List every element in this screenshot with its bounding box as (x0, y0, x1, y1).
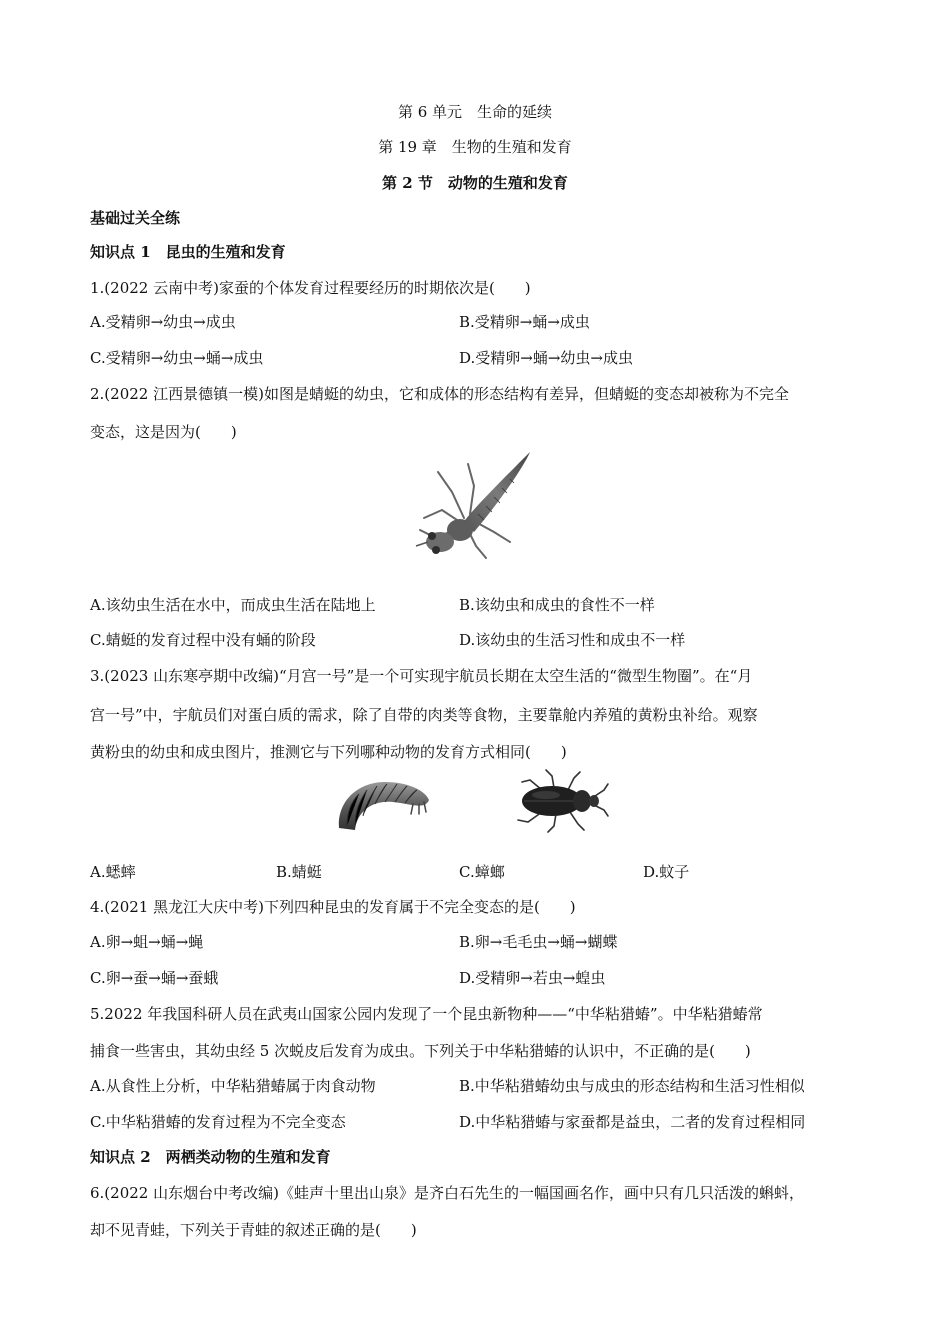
q3-option-b: B.蜻蜓 (276, 863, 322, 881)
q2-option-b: B.该幼虫和成虫的食性不一样 (459, 596, 655, 614)
unit-title: 第 6 单元 生命的延续 (397, 103, 553, 121)
q5-option-d: D.中华粘猎蝽与家蚕都是益虫，二者的发育过程相同 (459, 1113, 806, 1131)
q6-stem-line1: 6.(2022 山东烟台中考改编)《蛙声十里出山泉》是齐白石先生的一幅国画名作，画中只有几只活泼的蝌蚪， (90, 1184, 804, 1202)
q2-stem-line1: 2.(2022 江西景德镇一模)如图是蜻蜓的幼虫，它和成体的形态结构有差异，但蜻蜓的变态却被称为不完全 (90, 385, 789, 403)
knowledge-point-2: 知识点 2 两栖类动物的生殖和发育 (90, 1148, 331, 1166)
mealworm-larva-image (333, 772, 433, 834)
section-title: 第 2 节 动物的生殖和发育 (382, 174, 568, 192)
q1-option-a: A.受精卵→幼虫→成虫 (90, 313, 236, 331)
q2-option-d: D.该幼虫的生活习性和成虫不一样 (459, 631, 686, 649)
q5-option-a: A.从食性上分析，中华粘猎蝽属于肉食动物 (90, 1077, 376, 1095)
q2-option-c: C.蜻蜓的发育过程中没有蛹的阶段 (90, 631, 316, 649)
q3-option-d: D.蚊子 (643, 863, 690, 881)
q1-option-c: C.受精卵→幼虫→蛹→成虫 (90, 349, 264, 367)
q4-stem: 4.(2021 黑龙江大庆中考)下列四种昆虫的发育属于不完全变态的是( ) (90, 898, 576, 916)
q3-option-c: C.蟑螂 (459, 863, 505, 881)
q2-stem-line2: 变态，这是因为( ) (90, 423, 237, 441)
q5-option-c: C.中华粘猎蝽的发育过程为不完全变态 (90, 1113, 346, 1131)
q1-option-d: D.受精卵→蛹→幼虫→成虫 (459, 349, 633, 367)
q1-option-b: B.受精卵→蛹→成虫 (459, 313, 590, 331)
mealworm-beetle-image (512, 768, 610, 834)
q3-stem-line2: 宫一号”中，宇航员们对蛋白质的需求，除了自带的肉类等食物，主要靠舱内养殖的黄粉虫补给。观察 (90, 706, 758, 724)
q3-option-a: A.蟋蟀 (90, 863, 136, 881)
q4-option-c: C.卵→蚕→蛹→蚕蛾 (90, 969, 219, 987)
q5-stem-line1: 5.2022 年我国科研人员在武夷山国家公园内发现了一个昆虫新物种——“中华粘猎蝽”。中华粘猎蝽常 (90, 1005, 763, 1023)
q1-stem: 1.(2022 云南中考)家蚕的个体发育过程要经历的时期依次是( ) (90, 279, 531, 297)
q6-stem-line2: 却不见青蛙，下列关于青蛙的叙述正确的是( ) (90, 1221, 417, 1239)
dragonfly-nymph-image (412, 450, 537, 570)
q3-stem-line3: 黄粉虫的幼虫和成虫图片，推测它与下列哪种动物的发育方式相同( ) (90, 743, 567, 761)
section-basic: 基础过关全练 (90, 209, 181, 227)
knowledge-point-1: 知识点 1 昆虫的生殖和发育 (90, 243, 286, 261)
chapter-title: 第 19 章 生物的生殖和发育 (378, 138, 572, 156)
q5-stem-line2: 捕食一些害虫，其幼虫经 5 次蜕皮后发育为成虫。下列关于中华粘猎蝽的认识中，不正确的是( ) (90, 1042, 751, 1060)
q4-option-b: B.卵→毛毛虫→蛹→蝴蝶 (459, 933, 618, 951)
q2-option-a: A.该幼虫生活在水中，而成虫生活在陆地上 (90, 596, 376, 614)
q5-option-b: B.中华粘猎蝽幼虫与成虫的形态结构和生活习性相似 (459, 1077, 805, 1095)
q4-option-a: A.卵→蛆→蛹→蝇 (90, 933, 204, 951)
q4-option-d: D.受精卵→若虫→蝗虫 (459, 969, 606, 987)
q3-stem-line1: 3.(2023 山东寒亭期中改编)“月宫一号”是一个可实现宇航员长期在太空生活的“微型生物圈”。在“月 (90, 667, 753, 685)
